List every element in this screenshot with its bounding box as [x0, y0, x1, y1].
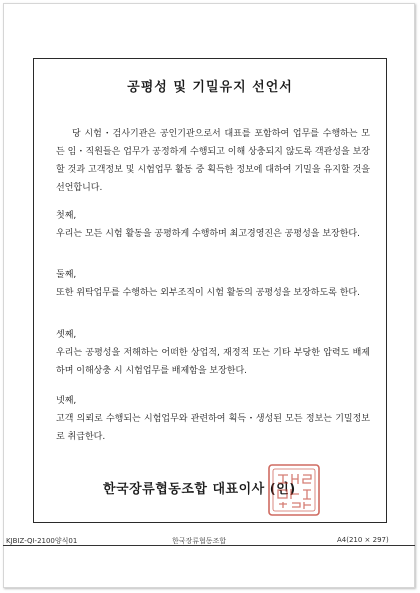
paper-size: A4(210 × 297) — [337, 536, 389, 544]
section-body: 고객 의뢰로 수행되는 시험업무와 관련하여 획득・생성된 모든 정보는 기밀정보로 취급한다. — [56, 414, 370, 442]
signature-line: 한국장류협동조합 대표이사 (인) — [103, 482, 296, 497]
section-heading: 셋째, — [56, 330, 77, 340]
section-second — [56, 266, 370, 302]
document-title: 공평성 및 기밀유지 선언서 — [127, 80, 293, 95]
section-body: 우리는 공평성을 저해하는 어떠한 상업적, 재정적 또는 기타 부당한 압력도 배제하며 이해상충 시 시험업무를 배제함을 보장한다. — [56, 348, 370, 376]
footer-organization: 한국장류협동조합 — [172, 537, 227, 545]
form-code: KJBIZ-QI-2100양식01 — [6, 537, 78, 545]
section-heading: 첫째, — [56, 211, 77, 221]
section-body: 우리는 모든 시험 활동을 공평하게 수행하며 최고경영진은 공평성을 보장한다. — [56, 229, 360, 239]
section-body: 또한 위탁업무를 수행하는 외부조직이 시험 활동의 공평성을 보장하도록 한다. — [56, 288, 360, 298]
section-fourth — [56, 392, 370, 446]
section-third — [56, 326, 370, 380]
intro-paragraph: 당 시험・검사기관은 공인기관으로서 대표를 포함하여 업무를 수행하는 모든 임・직원들은 업무가 공정하게 수행되고 이해 상충되지 않도록 객관성을 보장할 것과 고객정보 및 시험업무 활동 중 획득한 정보에 대하여 기밀을 유지할 것을 선언합니다. — [56, 129, 370, 193]
company-seal-icon — [265, 461, 323, 519]
section-heading: 둘째, — [56, 270, 77, 280]
section-heading: 넷째, — [56, 396, 77, 406]
section-first — [56, 207, 370, 243]
